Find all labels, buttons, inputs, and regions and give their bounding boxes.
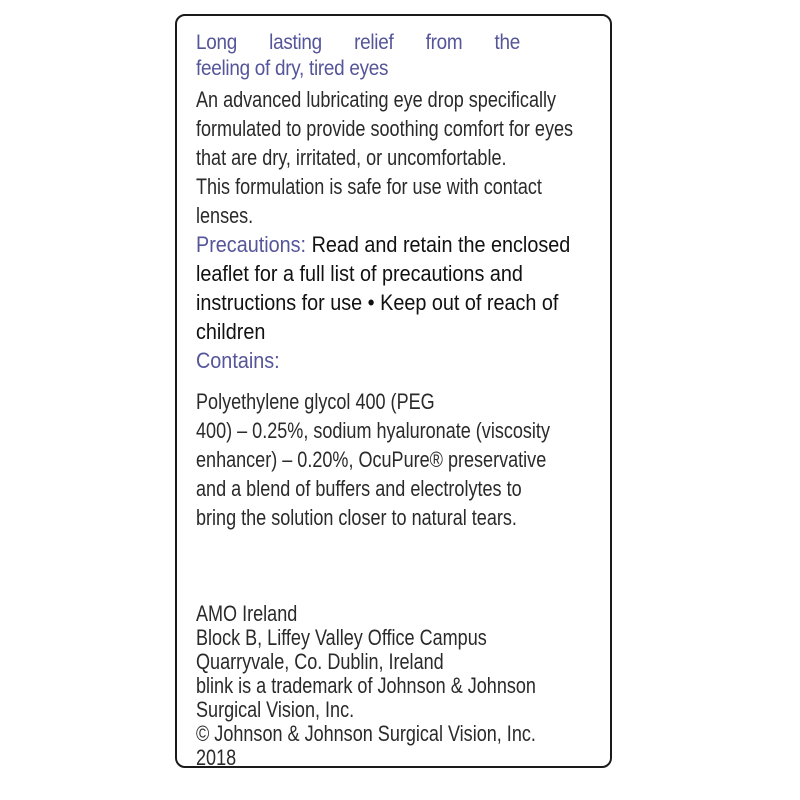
precautions-section — [196, 230, 612, 346]
ingredients-line: and a blend of buffers and electrolytes to — [196, 476, 522, 501]
description-line: lenses. — [196, 203, 254, 228]
address-line: Quarryvale, Co. Dublin, Ireland — [196, 649, 444, 674]
precautions-line: instructions for use • Keep out of reach of — [196, 290, 559, 315]
precautions-line: leaflet for a full list of precautions and — [196, 261, 523, 286]
product-description — [196, 85, 611, 230]
copyright-line: © Johnson & Johnson Surgical Vision, Inc. — [196, 721, 536, 746]
address-line: AMO Ireland — [196, 601, 298, 626]
product-label-panel — [175, 14, 612, 768]
precautions-line: children — [196, 319, 266, 344]
precautions-heading: Precautions: — [196, 232, 307, 257]
ingredients-list — [196, 387, 611, 532]
ingredients-line: bring the solution closer to natural tears. — [196, 505, 517, 530]
copyright-year: 2018 — [196, 745, 237, 770]
trademark-line: blink is a trademark of Johnson & Johnson — [196, 673, 536, 698]
contains-heading: Contains: — [196, 348, 280, 373]
trademark-line: Surgical Vision, Inc. — [196, 697, 355, 722]
ingredients-line: enhancer) – 0.20%, OcuPure® preservative — [196, 447, 547, 472]
description-line: that are dry, irritated, or uncomfortable. — [196, 145, 507, 170]
ingredients-line: Polyethylene glycol 400 (PEG — [196, 389, 435, 414]
headline-line-2: feeling of dry, tired eyes — [196, 57, 389, 80]
description-line: formulated to provide soothing comfort for eyes — [196, 116, 574, 141]
address-line: Block B, Liffey Valley Office Campus — [196, 625, 487, 650]
manufacturer-address — [196, 602, 611, 770]
label-content — [196, 30, 611, 770]
description-line: This formulation is safe for use with contact — [196, 174, 542, 199]
headline-line-1: Long lasting relief from the — [196, 31, 520, 54]
description-line: An advanced lubricating eye drop specifically — [196, 87, 557, 112]
ingredients-line: 400) – 0.25%, sodium hyaluronate (viscosity — [196, 418, 550, 443]
precautions-line — [196, 230, 612, 259]
product-headline — [196, 30, 520, 82]
precautions-text: Read and retain the enclosed — [306, 232, 571, 257]
